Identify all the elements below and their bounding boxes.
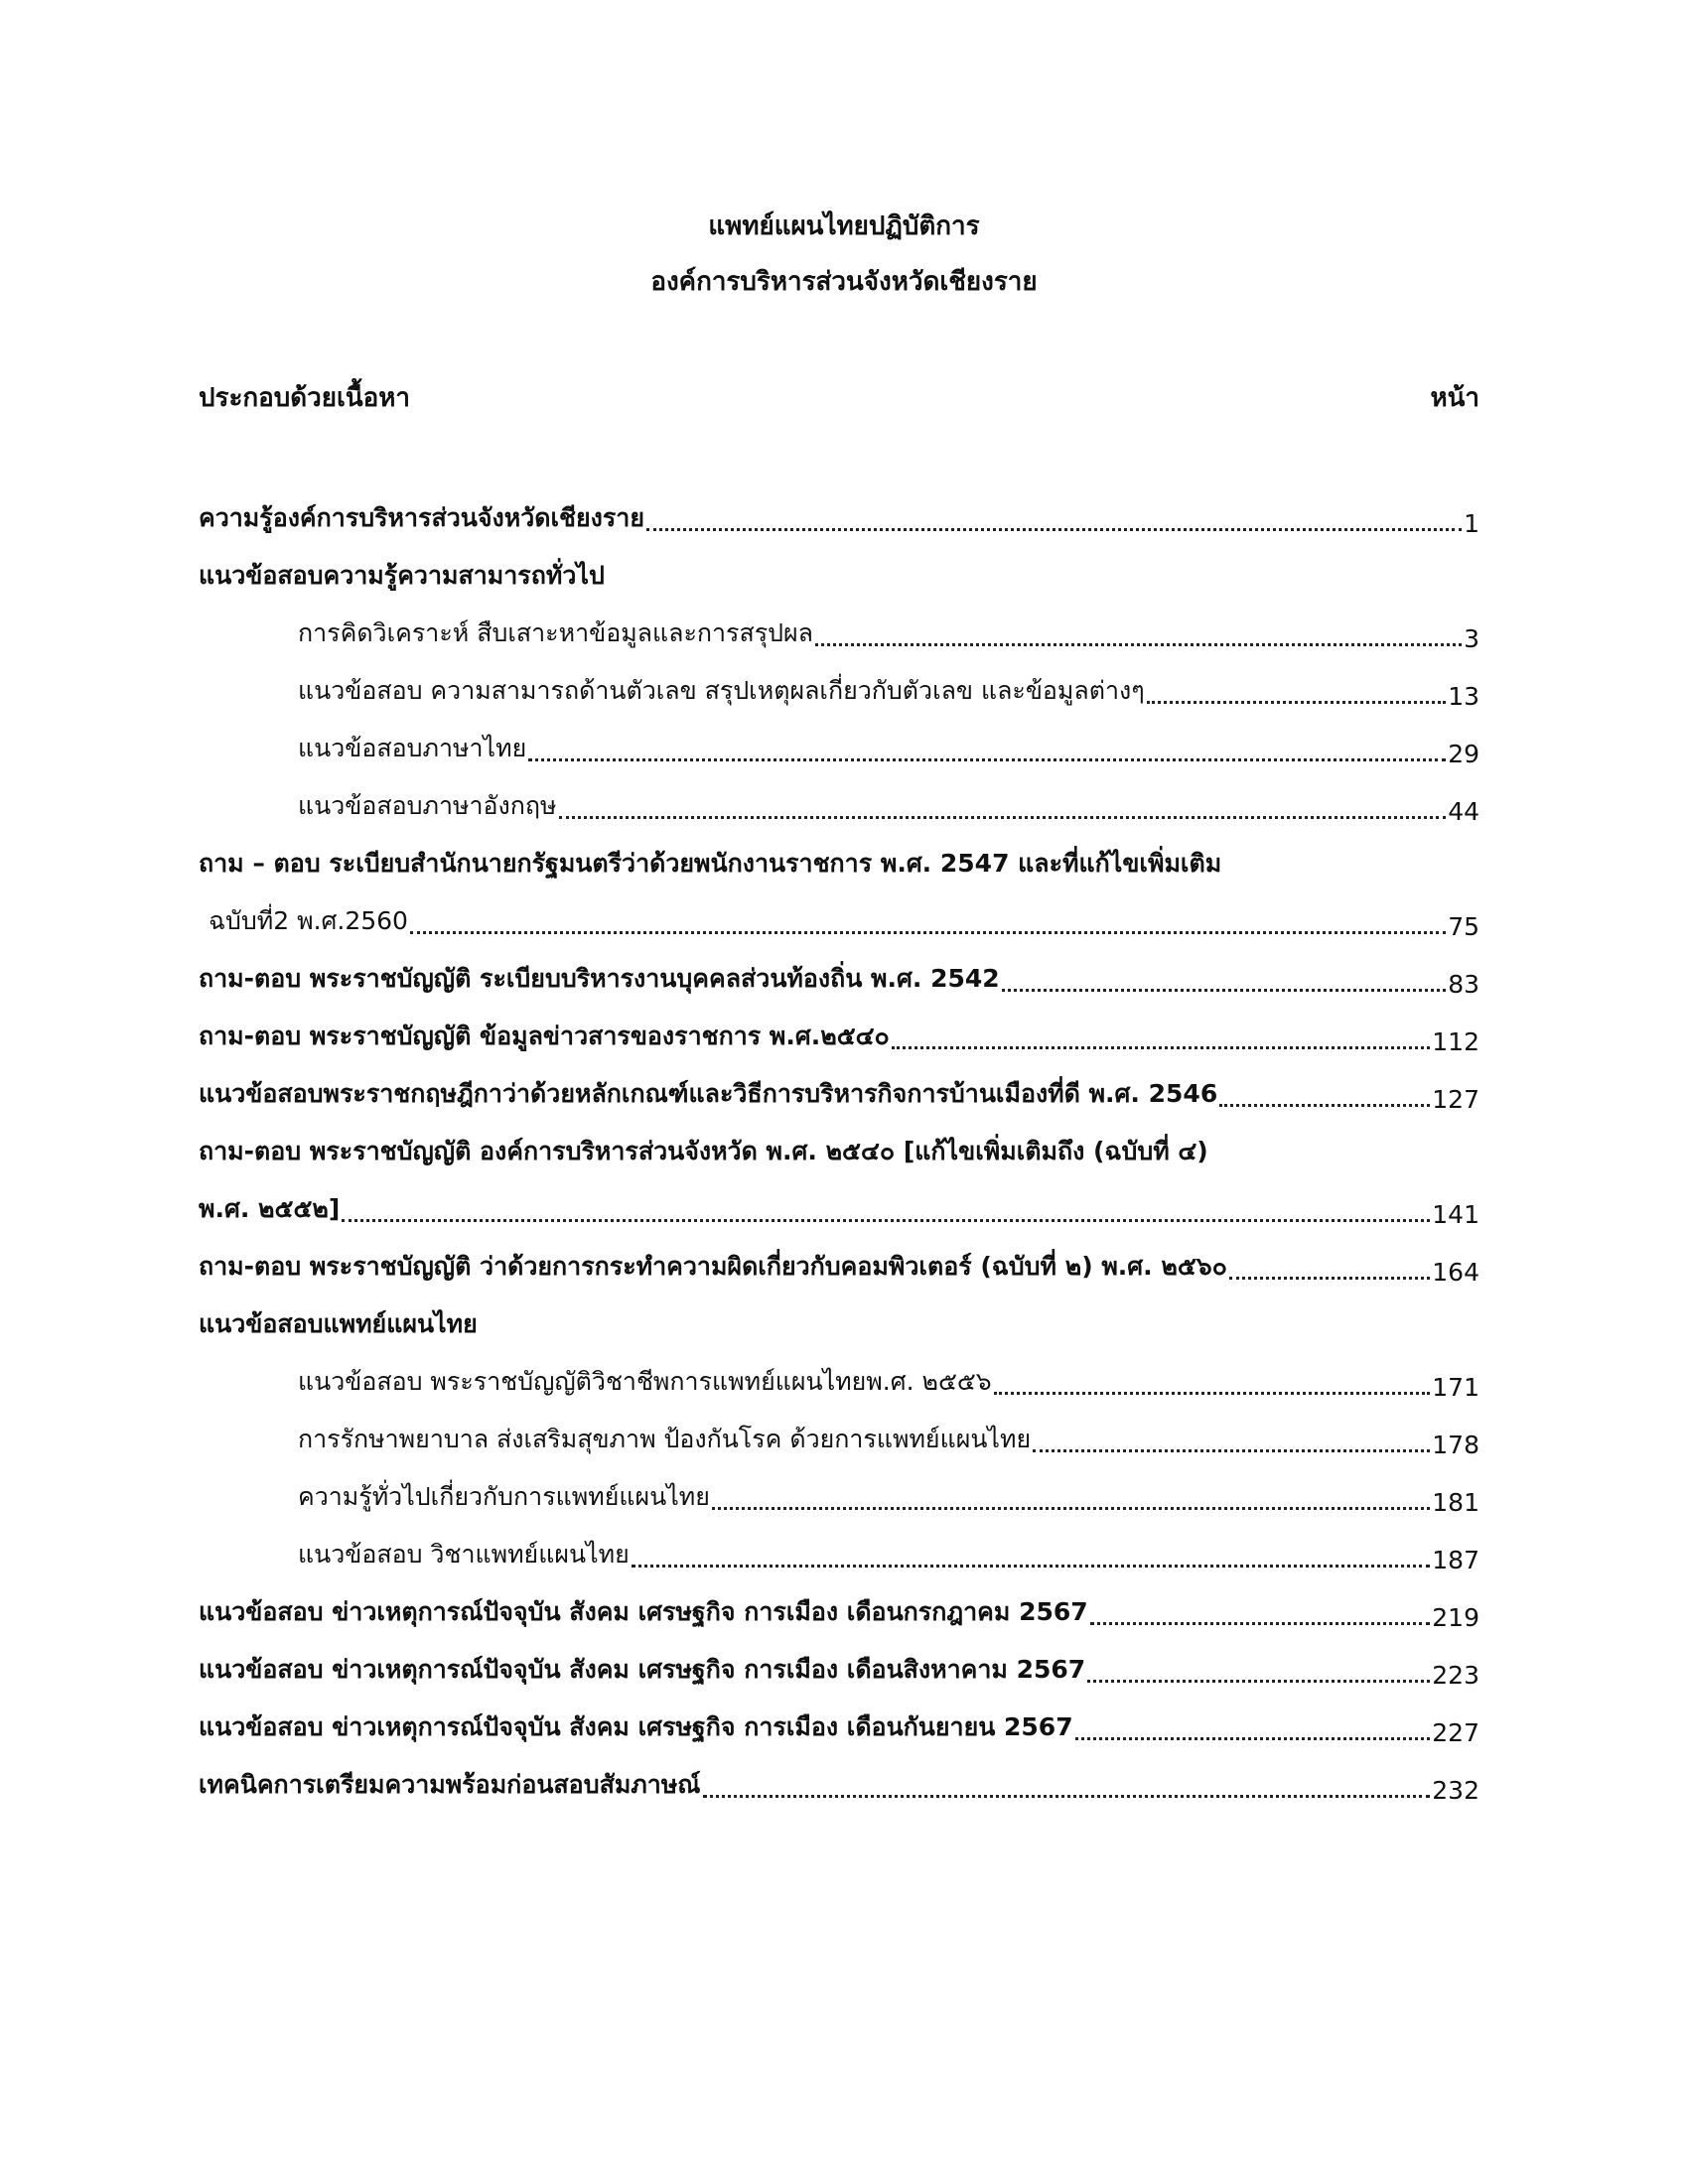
toc-entry [199,1638,1479,1696]
toc-entry [199,486,1479,544]
toc-entry-page: 178 [1432,1431,1479,1459]
toc-entry-title: ความรู้ทั่วไปเกี่ยวกับการแพทย์แผนไทย [298,1482,710,1511]
toc-entry [199,832,1479,889]
dot-leader [1033,1449,1430,1452]
dot-leader [559,816,1447,819]
dot-leader [1002,989,1447,992]
toc-entry [199,1523,1479,1580]
title-line-1: แพทย์แผนไทยปฏิบัติการ [708,211,980,241]
toc-entry-page: 223 [1432,1661,1479,1690]
toc-entry-page: 83 [1448,970,1479,999]
toc-entry-page: 75 [1448,912,1479,941]
toc-entry-page: 141 [1432,1200,1479,1229]
toc-entry [199,1753,1479,1811]
toc-entry [199,1062,1479,1120]
toc-entry [199,947,1479,1005]
toc-entry [199,1696,1479,1753]
toc-entry [199,1293,1479,1350]
dot-leader [994,1392,1431,1395]
toc-entry-page: 181 [1432,1488,1479,1517]
toc-entry-title: ถาม-ตอบ พระราชบัญญัติ ระเบียบบริหารงานบุคคลส่วนท้องถิ่น พ.ศ. 2542 [199,964,1000,993]
toc-entry [199,1465,1479,1523]
toc-entry-page: 44 [1448,797,1479,826]
toc-entry-title: แนวข้อสอบความรู้ความสามารถทั่วไป [199,561,605,590]
toc-entry [199,889,1479,947]
toc-entry [199,774,1479,832]
dot-leader [892,1046,1430,1049]
dot-leader [528,758,1446,761]
title-line-2: องค์การบริหารส่วนจังหวัดเชียงราย [650,267,1038,297]
toc-entry [199,1350,1479,1408]
dot-leader [1075,1737,1431,1740]
toc-entry-page: 187 [1432,1546,1479,1574]
toc-entry-page: 13 [1448,682,1479,711]
toc-entry-title: แนวข้อสอบพระราชกฤษฎีกาว่าด้วยหลักเกณฑ์และวิธีการบริหารกิจการบ้านเมืองที่ดี พ.ศ. 2546 [199,1079,1218,1108]
toc-entry-title: แนวข้อสอบ วิชาแพทย์แผนไทย [298,1540,630,1569]
toc-entry-title: แนวข้อสอบ ข่าวเหตุการณ์ปัจจุบัน สังคม เศรษฐกิจ การเมือง เดือนกรกฎาคม 2567 [199,1597,1088,1626]
toc-entry [199,1408,1479,1465]
toc-entry-page: 29 [1448,740,1479,768]
dot-leader [1090,1622,1431,1625]
toc-entry-page: 232 [1432,1776,1479,1805]
toc-entry-title: การรักษาพยาบาล ส่งเสริมสุขภาพ ป้องกันโรค ด้วยการแพทย์แผนไทย [298,1425,1032,1453]
toc-entry-page: 112 [1432,1027,1479,1056]
toc-entry-title: ถาม – ตอบ ระเบียบสำนักนายกรัฐมนตรีว่าด้วยพนักงานราชการ พ.ศ. 2547 และที่แก้ไขเพิ่มเติม [199,849,1222,878]
dot-leader [410,931,1446,934]
toc-entry-title: แนวข้อสอบภาษาไทย [298,734,527,762]
toc-entry [199,1005,1479,1062]
toc-entry [199,717,1479,774]
toc-entry-title: ถาม-ตอบ พระราชบัญญัติ องค์การบริหารส่วนจังหวัด พ.ศ. ๒๕๔๐ [แก้ไขเพิ่มเติมถึง (ฉบับที่ ๔) [199,1137,1208,1165]
dot-leader [646,528,1462,531]
dot-leader [632,1565,1431,1568]
toc-entry-page: 1 [1464,509,1479,538]
toc-entry-title: เทคนิคการเตรียมความพร้อมก่อนสอบสัมภาษณ์ [199,1770,701,1799]
dot-leader [342,1219,1430,1222]
page-column-label: หน้า [1430,383,1479,413]
toc-entry-page: 164 [1432,1258,1479,1287]
contents-label: ประกอบด้วยเนื้อหา [199,383,411,413]
toc-entry-title: ถาม-ตอบ พระราชบัญญัติ ข้อมูลข่าวสารของราชการ พ.ศ.๒๕๔๐ [199,1022,890,1050]
dot-leader [703,1795,1431,1798]
toc-entry-title: ความรู้องค์การบริหารส่วนจังหวัดเชียงราย [199,503,644,532]
toc-entry [199,544,1479,602]
dot-leader [712,1507,1430,1510]
toc-entry-title: พ.ศ. ๒๕๕๒] [199,1194,341,1223]
dot-leader [1087,1680,1430,1683]
document-title [0,199,1688,310]
dot-leader [1147,701,1447,704]
toc-entry-page: 227 [1432,1718,1479,1747]
toc-entry-title: แนวข้อสอบ ข่าวเหตุการณ์ปัจจุบัน สังคม เศรษฐกิจ การเมือง เดือนสิงหาคาม 2567 [199,1655,1086,1684]
toc-entry [199,1235,1479,1293]
toc-entry-page: 127 [1432,1085,1479,1114]
toc-entry [199,1120,1479,1177]
toc-entry [199,1177,1479,1235]
toc-entry-title: ฉบับที่2 พ.ศ.2560 [209,906,408,935]
toc-entry-title: แนวข้อสอบ พระราชบัญญัติวิชาชีพการแพทย์แผนไทยพ.ศ. ๒๕๕๖ [298,1367,992,1396]
toc-entry-title: แนวข้อสอบแพทย์แผนไทย [199,1309,478,1338]
dot-leader [815,643,1462,646]
dot-leader [1229,1277,1430,1280]
toc-entry-title: ถาม-ตอบ พระราชบัญญัติ ว่าด้วยการกระทำความผิดเกี่ยวกับคอมพิวเตอร์ (ฉบับที่ ๒) พ.ศ. ๒๕๖๐ [199,1252,1227,1281]
dot-leader [1219,1104,1430,1107]
toc-entry-page: 219 [1432,1603,1479,1632]
toc-entry-title: แนวข้อสอบ ความสามารถด้านตัวเลข สรุปเหตุผลเกี่ยวกับตัวเลข และข้อมูลต่างๆ [298,676,1145,705]
toc-header [199,377,1479,418]
toc-entry [199,602,1479,659]
toc-entry-page: 3 [1464,624,1479,653]
toc-entry-title: แนวข้อสอบ ข่าวเหตุการณ์ปัจจุบัน สังคม เศรษฐกิจ การเมือง เดือนกันยายน 2567 [199,1712,1073,1741]
toc-entry-title: แนวข้อสอบภาษาอังกฤษ [298,791,557,820]
toc-entry-page: 171 [1432,1373,1479,1402]
toc-entry-title: การคิดวิเคราะห์ สืบเสาะหาข้อมูลและการสรุปผล [298,618,813,647]
toc-entry [199,659,1479,717]
toc-entry [199,1580,1479,1638]
table-of-contents [199,486,1479,1811]
